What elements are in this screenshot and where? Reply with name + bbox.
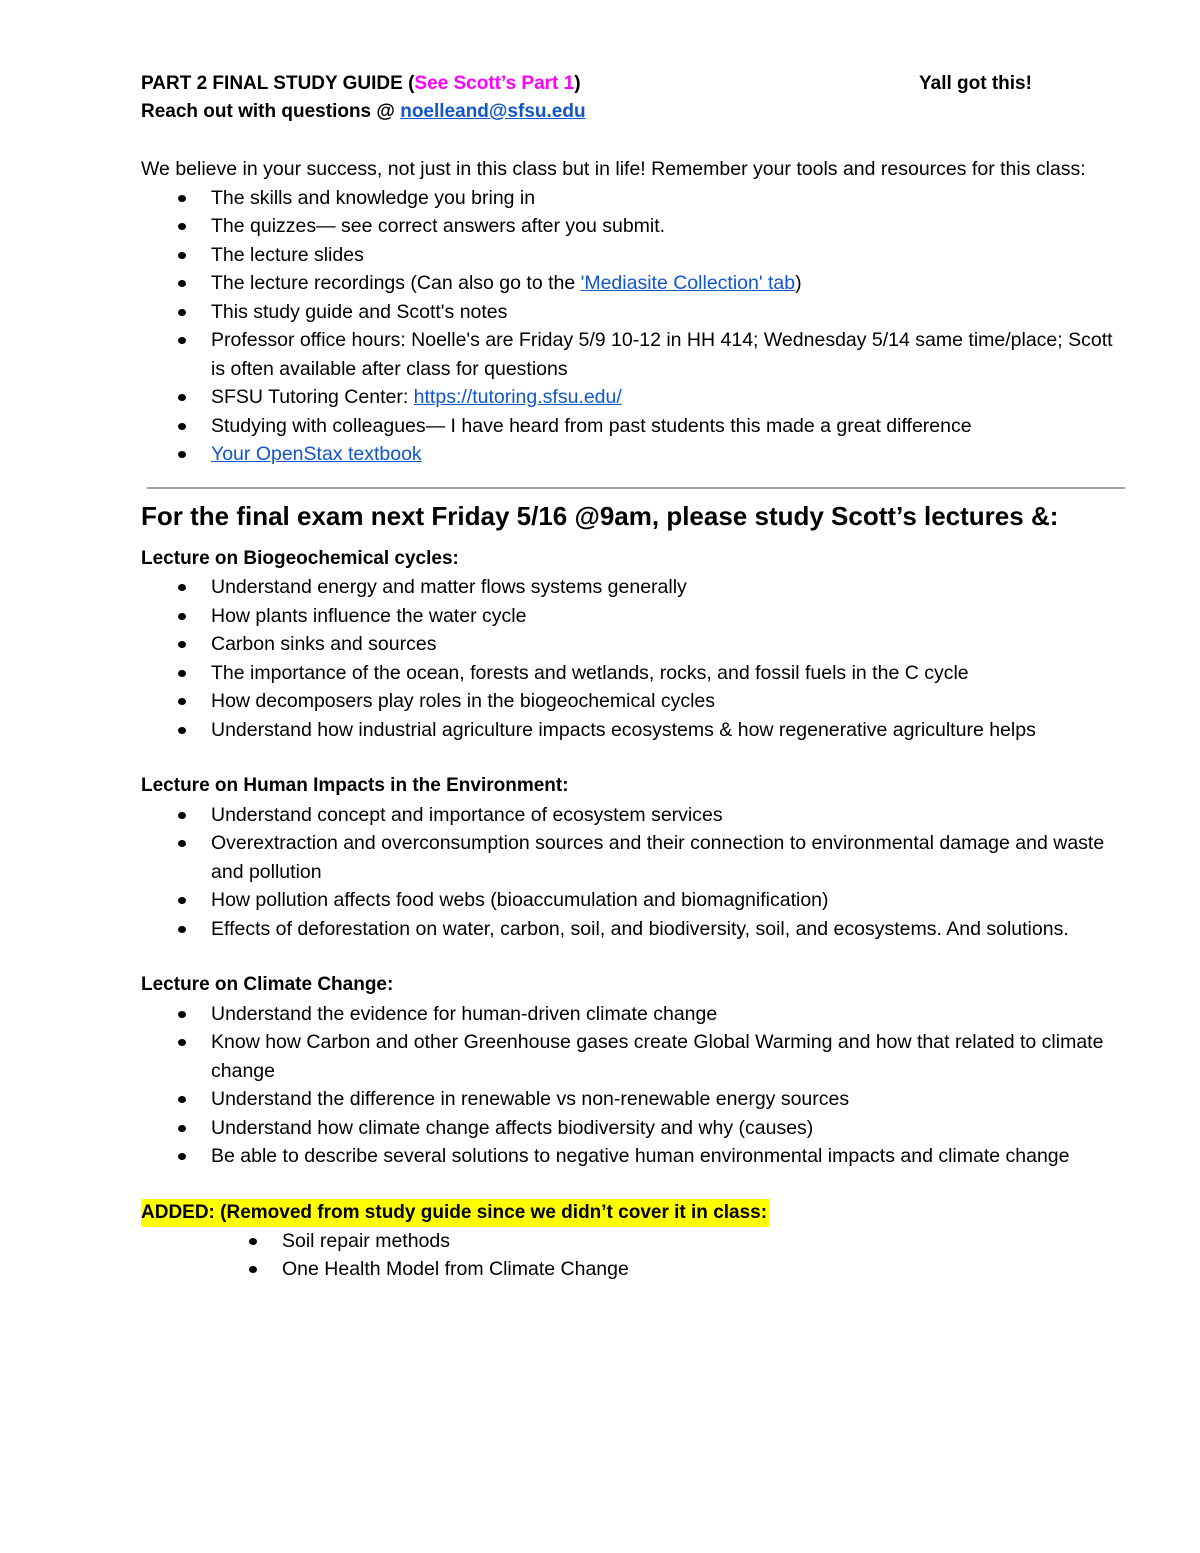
- list-item: How plants influence the water cycle: [141, 602, 1131, 631]
- openstax-textbook-link[interactable]: Your OpenStax textbook: [211, 443, 422, 465]
- intro-paragraph: We believe in your success, not just in this class but in life! Remember your tools and resources for this class:: [141, 158, 1086, 180]
- list-item: Understand how industrial agriculture impacts ecosystems & how regenerative agriculture helps: [141, 716, 1131, 745]
- added-section: [141, 1199, 1131, 1227]
- list-item: [141, 212, 1131, 241]
- list-item-text: SFSU Tutoring Center:: [211, 386, 414, 408]
- list-item-text: The skills and knowledge you bring in: [211, 186, 536, 209]
- list-item: [141, 269, 1131, 298]
- contact-email-link[interactable]: noelleand@sfsu.edu: [400, 101, 586, 122]
- list-item: Be able to describe several solutions to negative human environmental impacts and climate change: [141, 1142, 1131, 1171]
- list-item-text: Studying with colleagues— I have heard from past students this made a great difference: [211, 414, 972, 437]
- header-title-line: [141, 70, 1131, 98]
- list-item: [141, 184, 1131, 213]
- list-item: How pollution affects food webs (bioaccumulation and biomagnification): [141, 886, 1131, 915]
- list-item: [141, 412, 1131, 441]
- list-item: Carbon sinks and sources: [141, 630, 1131, 659]
- list-item-text: ): [795, 272, 802, 294]
- contact-prefix: Reach out with questions @: [141, 101, 401, 122]
- list-item-text: The lecture recordings (Can also go to the: [211, 272, 581, 294]
- list-item: Understand energy and matter flows systems generally: [141, 573, 1131, 602]
- list-item: Effects of deforestation on water, carbon, soil, and biodiversity, soil, and ecosystems. And solutions.: [141, 915, 1131, 944]
- list-item: [141, 298, 1131, 327]
- guide-title-prefix: PART 2 FINAL STUDY GUIDE (: [141, 73, 415, 94]
- guide-title-suffix: ): [574, 73, 581, 94]
- list-item: Overextraction and overconsumption sources and their connection to environmental damage and waste and pollution: [141, 829, 1131, 886]
- horizontal-divider: [147, 487, 1125, 489]
- list-item: Understand the difference in renewable vs non-renewable energy sources: [141, 1085, 1131, 1114]
- list-item: Soil repair methods: [141, 1227, 1131, 1256]
- section-title-climate-change: Lecture on Climate Change:: [141, 974, 394, 995]
- climate-change-list: [141, 1000, 1131, 1171]
- list-item: The importance of the ocean, forests and wetlands, rocks, and fossil fuels in the C cycle: [141, 659, 1131, 688]
- list-item: [141, 440, 1131, 469]
- list-item-text: The lecture slides: [211, 243, 364, 266]
- list-item: [141, 383, 1131, 412]
- encouragement-text: Yall got this!: [919, 73, 1032, 94]
- section-title-biogeochemical: Lecture on Biogeochemical cycles:: [141, 547, 459, 569]
- list-item-text: This study guide and Scott's notes: [211, 300, 508, 323]
- list-item: [141, 326, 1131, 383]
- list-item-text: Professor office hours: Noelle's are Friday 5/9 10-12 in HH 414; Wednesday 5/14 same time/place; Scott is often available after class for questions: [211, 329, 1113, 380]
- added-highlight-title: ADDED: (Removed from study guide since we didn’t cover it in class:: [141, 1199, 769, 1227]
- biogeochemical-list: [141, 573, 1131, 744]
- guide-title: [141, 73, 581, 94]
- mediasite-collection-link[interactable]: 'Mediasite Collection' tab: [580, 272, 796, 294]
- section-title-human-impacts: Lecture on Human Impacts in the Environment:: [141, 775, 569, 796]
- list-item: Understand concept and importance of ecosystem services: [141, 801, 1131, 830]
- list-item-text: The quizzes— see correct answers after you submit.: [211, 215, 666, 237]
- contact-line: [141, 98, 1131, 126]
- see-scotts-part-1: See Scott’s Part 1: [414, 73, 575, 94]
- document-page: [141, 70, 1131, 1284]
- exam-heading: For the final exam next Friday 5/16 @9am, please study Scott’s lectures &:: [141, 500, 1059, 531]
- added-list: [141, 1227, 1131, 1284]
- list-item: Understand how climate change affects biodiversity and why (causes): [141, 1114, 1131, 1143]
- list-item: One Health Model from Climate Change: [141, 1255, 1131, 1284]
- list-item: Know how Carbon and other Greenhouse gases create Global Warming and how that related to climate change: [141, 1028, 1131, 1085]
- resources-list: [141, 184, 1131, 469]
- human-impacts-list: [141, 801, 1131, 944]
- list-item: [141, 241, 1131, 270]
- list-item: How decomposers play roles in the biogeochemical cycles: [141, 687, 1131, 716]
- list-item: Understand the evidence for human-driven climate change: [141, 1000, 1131, 1029]
- tutoring-center-link[interactable]: https://tutoring.sfsu.edu/: [413, 386, 622, 408]
